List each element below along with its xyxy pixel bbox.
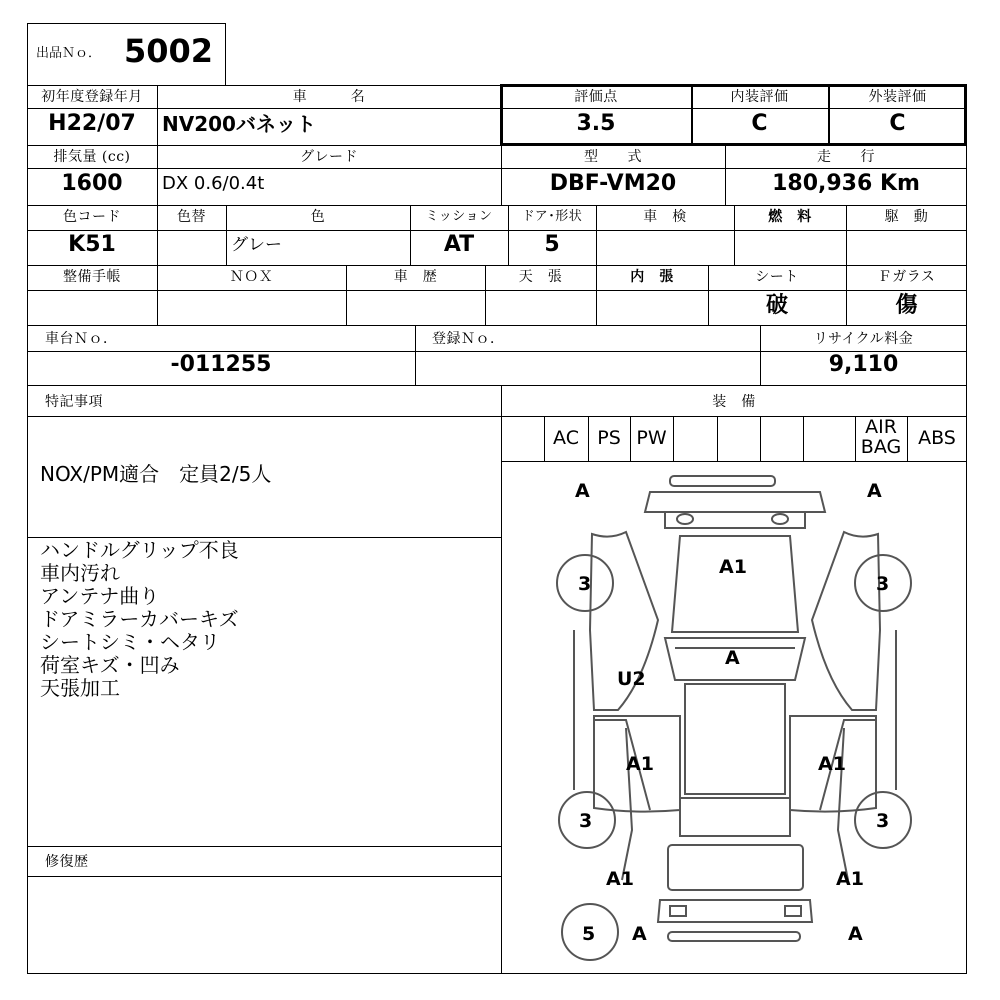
equipment-item-ac: AC	[553, 427, 579, 449]
damage-mark: A	[848, 923, 863, 945]
condition-note: ハンドルグリップ不良	[40, 538, 239, 562]
interior-trim-label: 内 張	[630, 269, 674, 285]
model-value: DBF-VM20	[549, 171, 677, 196]
damage-mark: A	[575, 480, 590, 502]
seat-label: シート	[755, 269, 799, 285]
damage-mark: A1	[626, 753, 654, 775]
damage-mark: A1	[836, 868, 864, 890]
damage-mark: A	[725, 647, 740, 669]
model-label: 型 式	[584, 149, 642, 165]
maintenance-book-label: 整備手帳	[63, 269, 121, 285]
roof-lining-label: 天 張	[518, 269, 563, 285]
condition-note: アンテナ曲り	[40, 584, 160, 608]
drive-label: 駆 動	[884, 209, 929, 225]
equipment-item-airbag: AIR BAG	[860, 416, 902, 458]
equipment-item-ps: PS	[597, 427, 621, 449]
condition-note: 車内汚れ	[40, 561, 120, 585]
mileage-value: 180,936 Km	[772, 171, 920, 196]
seat-value: 破	[765, 293, 788, 318]
exterior-grade-value: C	[889, 111, 906, 136]
first-registration-label: 初年度登録年月	[41, 89, 143, 105]
first-registration-value: H22/07	[48, 111, 136, 136]
color-label: 色	[310, 209, 326, 225]
color-code-value: K51	[68, 232, 116, 257]
damage-mark: U2	[617, 668, 646, 690]
door-value: 5	[544, 232, 560, 257]
interior-grade-value: C	[751, 111, 768, 136]
damage-mark: A	[867, 480, 882, 502]
lot-number-label: 出品Ｎｏ．	[36, 46, 102, 61]
lot-number-value: 5002	[124, 32, 214, 70]
car-name-value: NV200バネット	[162, 112, 316, 136]
mileage-label: 走 行	[817, 149, 875, 165]
displacement-value: 1600	[61, 171, 123, 196]
mission-label: ミッション	[425, 209, 493, 224]
damage-mark: 3	[876, 810, 890, 832]
equipment-item-abs: ABS	[918, 427, 956, 449]
score-label: 評価点	[574, 89, 618, 105]
score-value: 3.5	[576, 111, 616, 136]
registration-number-label: 登録Ｎｏ．	[432, 331, 505, 347]
windshield-label: Ｆガラス	[877, 269, 936, 285]
vehicle-history-label: 車 歴	[393, 269, 438, 285]
recycle-fee-label: リサイクル料金	[813, 331, 914, 347]
damage-mark: 3	[579, 810, 593, 832]
condition-note: 荷室キズ・凹み	[40, 653, 180, 677]
chassis-number-label: 車台Ｎｏ．	[45, 331, 118, 347]
damage-mark: 3	[578, 573, 592, 595]
damage-mark: A1	[719, 556, 747, 578]
color-change-label: 色替	[177, 209, 206, 225]
color-value: グレー	[231, 235, 282, 255]
damage-mark: A1	[818, 753, 846, 775]
damage-mark: A1	[606, 868, 634, 890]
interior-grade-label: 内装評価	[730, 89, 789, 105]
grade-label: グレード	[300, 149, 358, 165]
inspection-label: 車 検	[643, 209, 687, 225]
condition-notes-list	[40, 539, 239, 700]
grade-value: DX 0.6/0.4t	[162, 173, 265, 194]
damage-mark: 5	[582, 923, 596, 945]
condition-note: ドアミラーカバーキズ	[40, 607, 239, 631]
lot-number-box	[27, 23, 226, 85]
repair-history-label: 修復歴	[45, 854, 89, 870]
vehicle-damage-diagram	[540, 470, 930, 970]
mission-value: AT	[443, 232, 475, 257]
car-name-label: 車 名	[292, 89, 366, 105]
equipment-label: 装 備	[712, 394, 756, 410]
windshield-value: 傷	[895, 293, 918, 318]
color-code-label: 色コード	[63, 209, 121, 225]
damage-mark: 3	[876, 573, 890, 595]
special-notes-label: 特記事項	[45, 394, 103, 410]
nox-label: ＮＯＸ	[229, 269, 274, 285]
damage-mark: A	[632, 923, 647, 945]
equipment-item-pw: PW	[636, 427, 667, 449]
chassis-number-value: -011255	[170, 352, 272, 377]
fuel-label: 燃 料	[768, 209, 812, 225]
special-notes-line: NOX/PM適合 定員2/5人	[40, 462, 272, 486]
displacement-label: 排気量 (cc)	[53, 149, 131, 165]
exterior-grade-label: 外装評価	[868, 89, 927, 105]
condition-note: シートシミ・ヘタリ	[40, 630, 220, 654]
recycle-fee-value: 9,110	[828, 352, 899, 377]
door-label: ドア･形状	[521, 209, 583, 224]
condition-note: 天張加工	[40, 676, 120, 700]
